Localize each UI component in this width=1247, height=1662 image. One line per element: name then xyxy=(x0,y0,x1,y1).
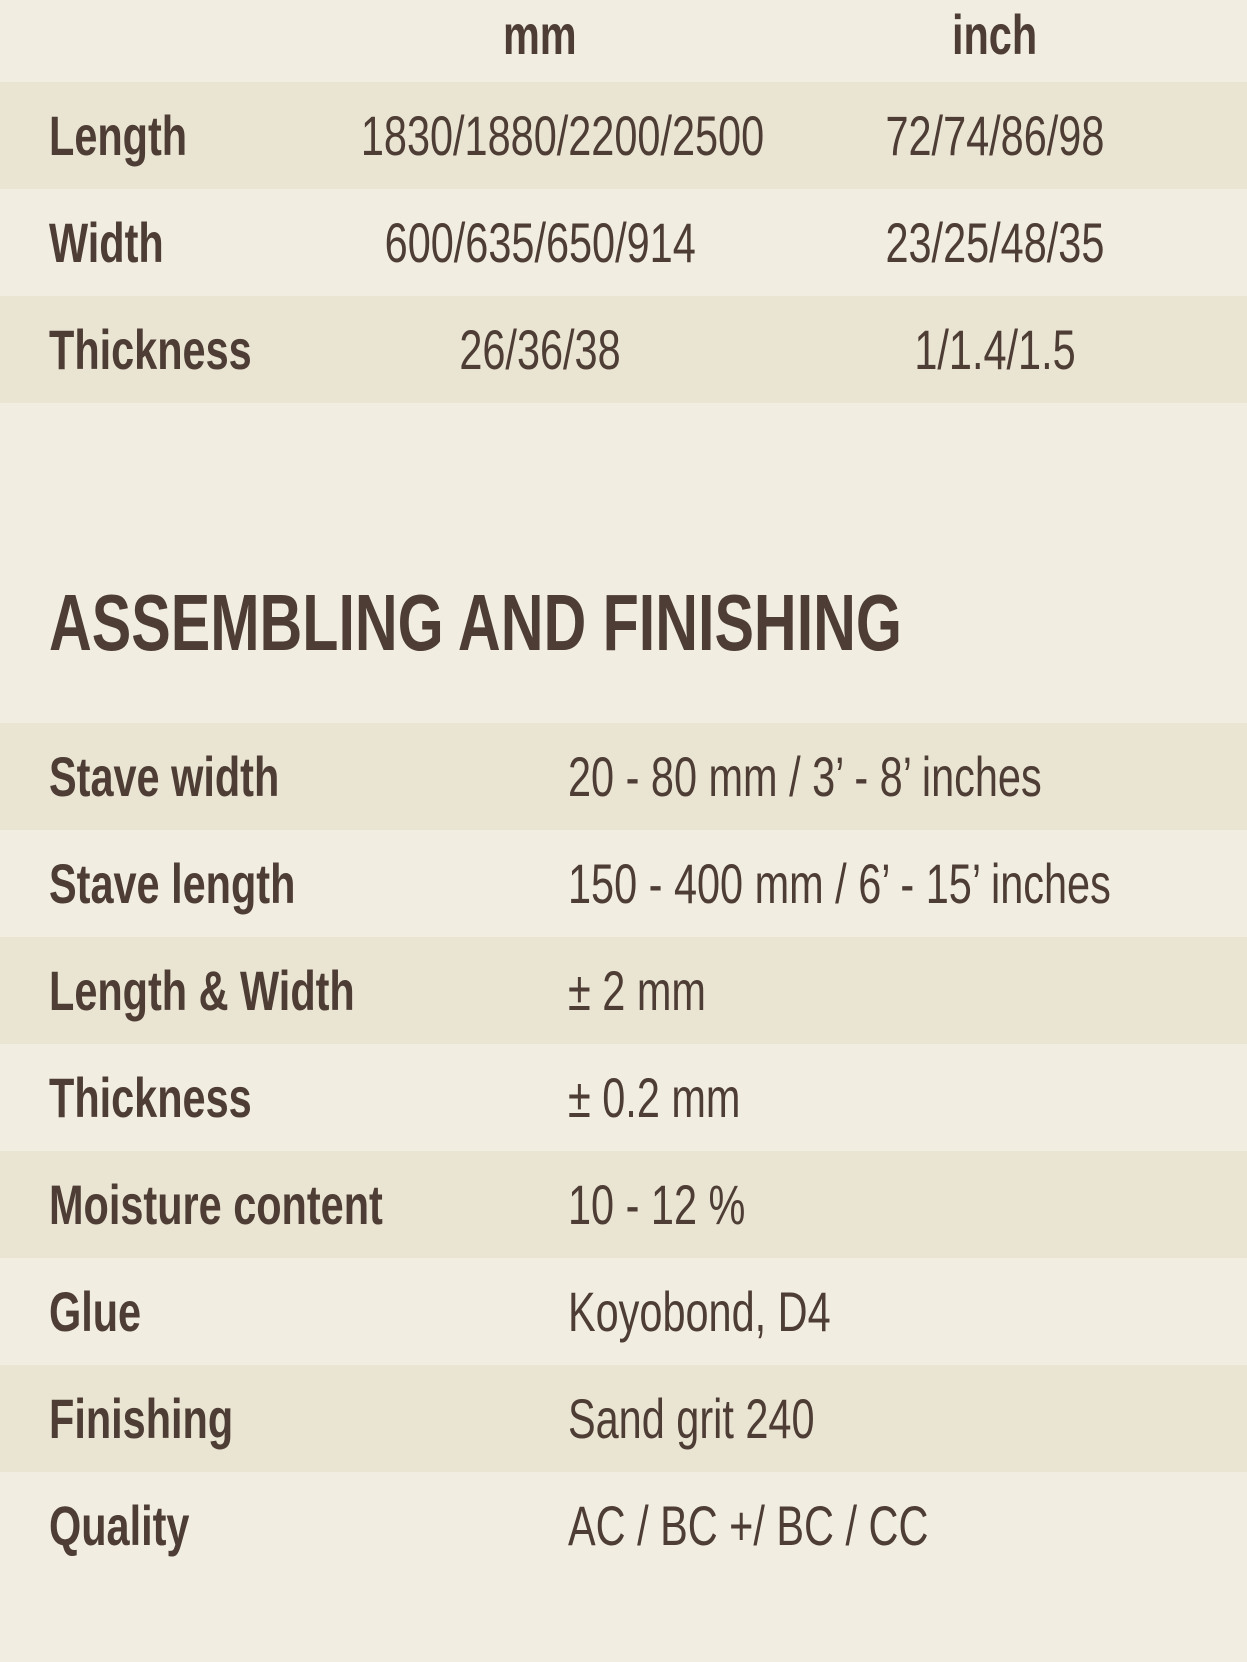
row-label xyxy=(49,1258,173,1365)
row-value-text: Sand grit 240 xyxy=(568,1387,815,1450)
column-header-inch-text: inch xyxy=(952,3,1038,66)
row-label-text: Moisture content xyxy=(49,1173,383,1236)
inch-value-text: 72/74/86/98 xyxy=(885,104,1105,167)
row-label-text: Quality xyxy=(49,1494,190,1557)
row-label-text: Thickness xyxy=(49,1066,252,1129)
inch-value xyxy=(790,296,1200,403)
row-value xyxy=(568,723,1208,830)
row-label-text: Finishing xyxy=(49,1387,234,1450)
mm-value-text: 1830/1880/2200/2500 xyxy=(360,104,765,167)
inch-value xyxy=(790,189,1200,296)
column-header-mm-text: mm xyxy=(503,3,577,66)
row-label xyxy=(49,1044,323,1151)
row-label xyxy=(49,723,360,830)
row-label xyxy=(49,1365,298,1472)
inch-value-text: 1/1.4/1.5 xyxy=(914,318,1076,381)
row-value-text: Koyobond, D4 xyxy=(568,1280,831,1343)
row-value-text: 10 - 12 % xyxy=(568,1173,746,1236)
table-row xyxy=(0,830,1247,937)
row-label xyxy=(49,1151,500,1258)
dimensions-table xyxy=(0,82,1247,403)
row-label-text: Stave length xyxy=(49,852,296,915)
row-value xyxy=(568,937,754,1044)
table-row xyxy=(0,1258,1247,1365)
mm-value xyxy=(290,82,790,189)
row-value-text: AC / BC +/ BC / CC xyxy=(568,1494,929,1557)
inch-value xyxy=(790,82,1200,189)
table-row xyxy=(0,82,1247,189)
table-row xyxy=(0,1044,1247,1151)
table-row xyxy=(0,1151,1247,1258)
mm-value-text: 600/635/650/914 xyxy=(384,211,696,274)
row-value-text: ± 2 mm xyxy=(568,959,706,1022)
row-value-text: 150 - 400 mm / 6’ - 15’ inches xyxy=(568,852,1111,915)
row-value-text: 20 - 80 mm / 3’ - 8’ inches xyxy=(568,745,1042,808)
row-label-text: Stave width xyxy=(49,745,280,808)
inch-value-text: 23/25/48/35 xyxy=(885,211,1105,274)
table-row xyxy=(0,1365,1247,1472)
row-value-text: ± 0.2 mm xyxy=(568,1066,741,1129)
table-row xyxy=(0,937,1247,1044)
column-header-mm xyxy=(290,0,790,70)
section-title-text: ASSEMBLING AND FINISHING xyxy=(49,578,902,667)
row-value xyxy=(568,1258,923,1365)
mm-value xyxy=(290,189,790,296)
row-label xyxy=(49,82,236,189)
mm-value xyxy=(290,296,790,403)
table-row xyxy=(0,1472,1247,1579)
row-label-text: Width xyxy=(49,211,164,274)
row-label xyxy=(49,937,462,1044)
row-label-text: Length xyxy=(49,104,188,167)
column-header-inch xyxy=(790,0,1200,70)
dimensions-header xyxy=(0,0,1247,82)
mm-value-text: 26/36/38 xyxy=(459,318,621,381)
row-value xyxy=(568,1365,901,1472)
section-title xyxy=(49,578,1202,668)
row-value xyxy=(568,1151,808,1258)
row-value xyxy=(568,1044,801,1151)
table-row xyxy=(0,723,1247,830)
row-label-text: Length & Width xyxy=(49,959,355,1022)
row-label-text: Glue xyxy=(49,1280,142,1343)
table-row xyxy=(0,296,1247,403)
row-label xyxy=(49,1472,239,1579)
row-label-text: Thickness xyxy=(49,318,252,381)
row-value xyxy=(568,1472,1055,1579)
row-value xyxy=(568,830,1247,937)
row-label xyxy=(49,296,323,403)
row-label xyxy=(49,189,204,296)
row-label xyxy=(49,830,382,937)
table-row xyxy=(0,189,1247,296)
assembling-table xyxy=(0,723,1247,1579)
